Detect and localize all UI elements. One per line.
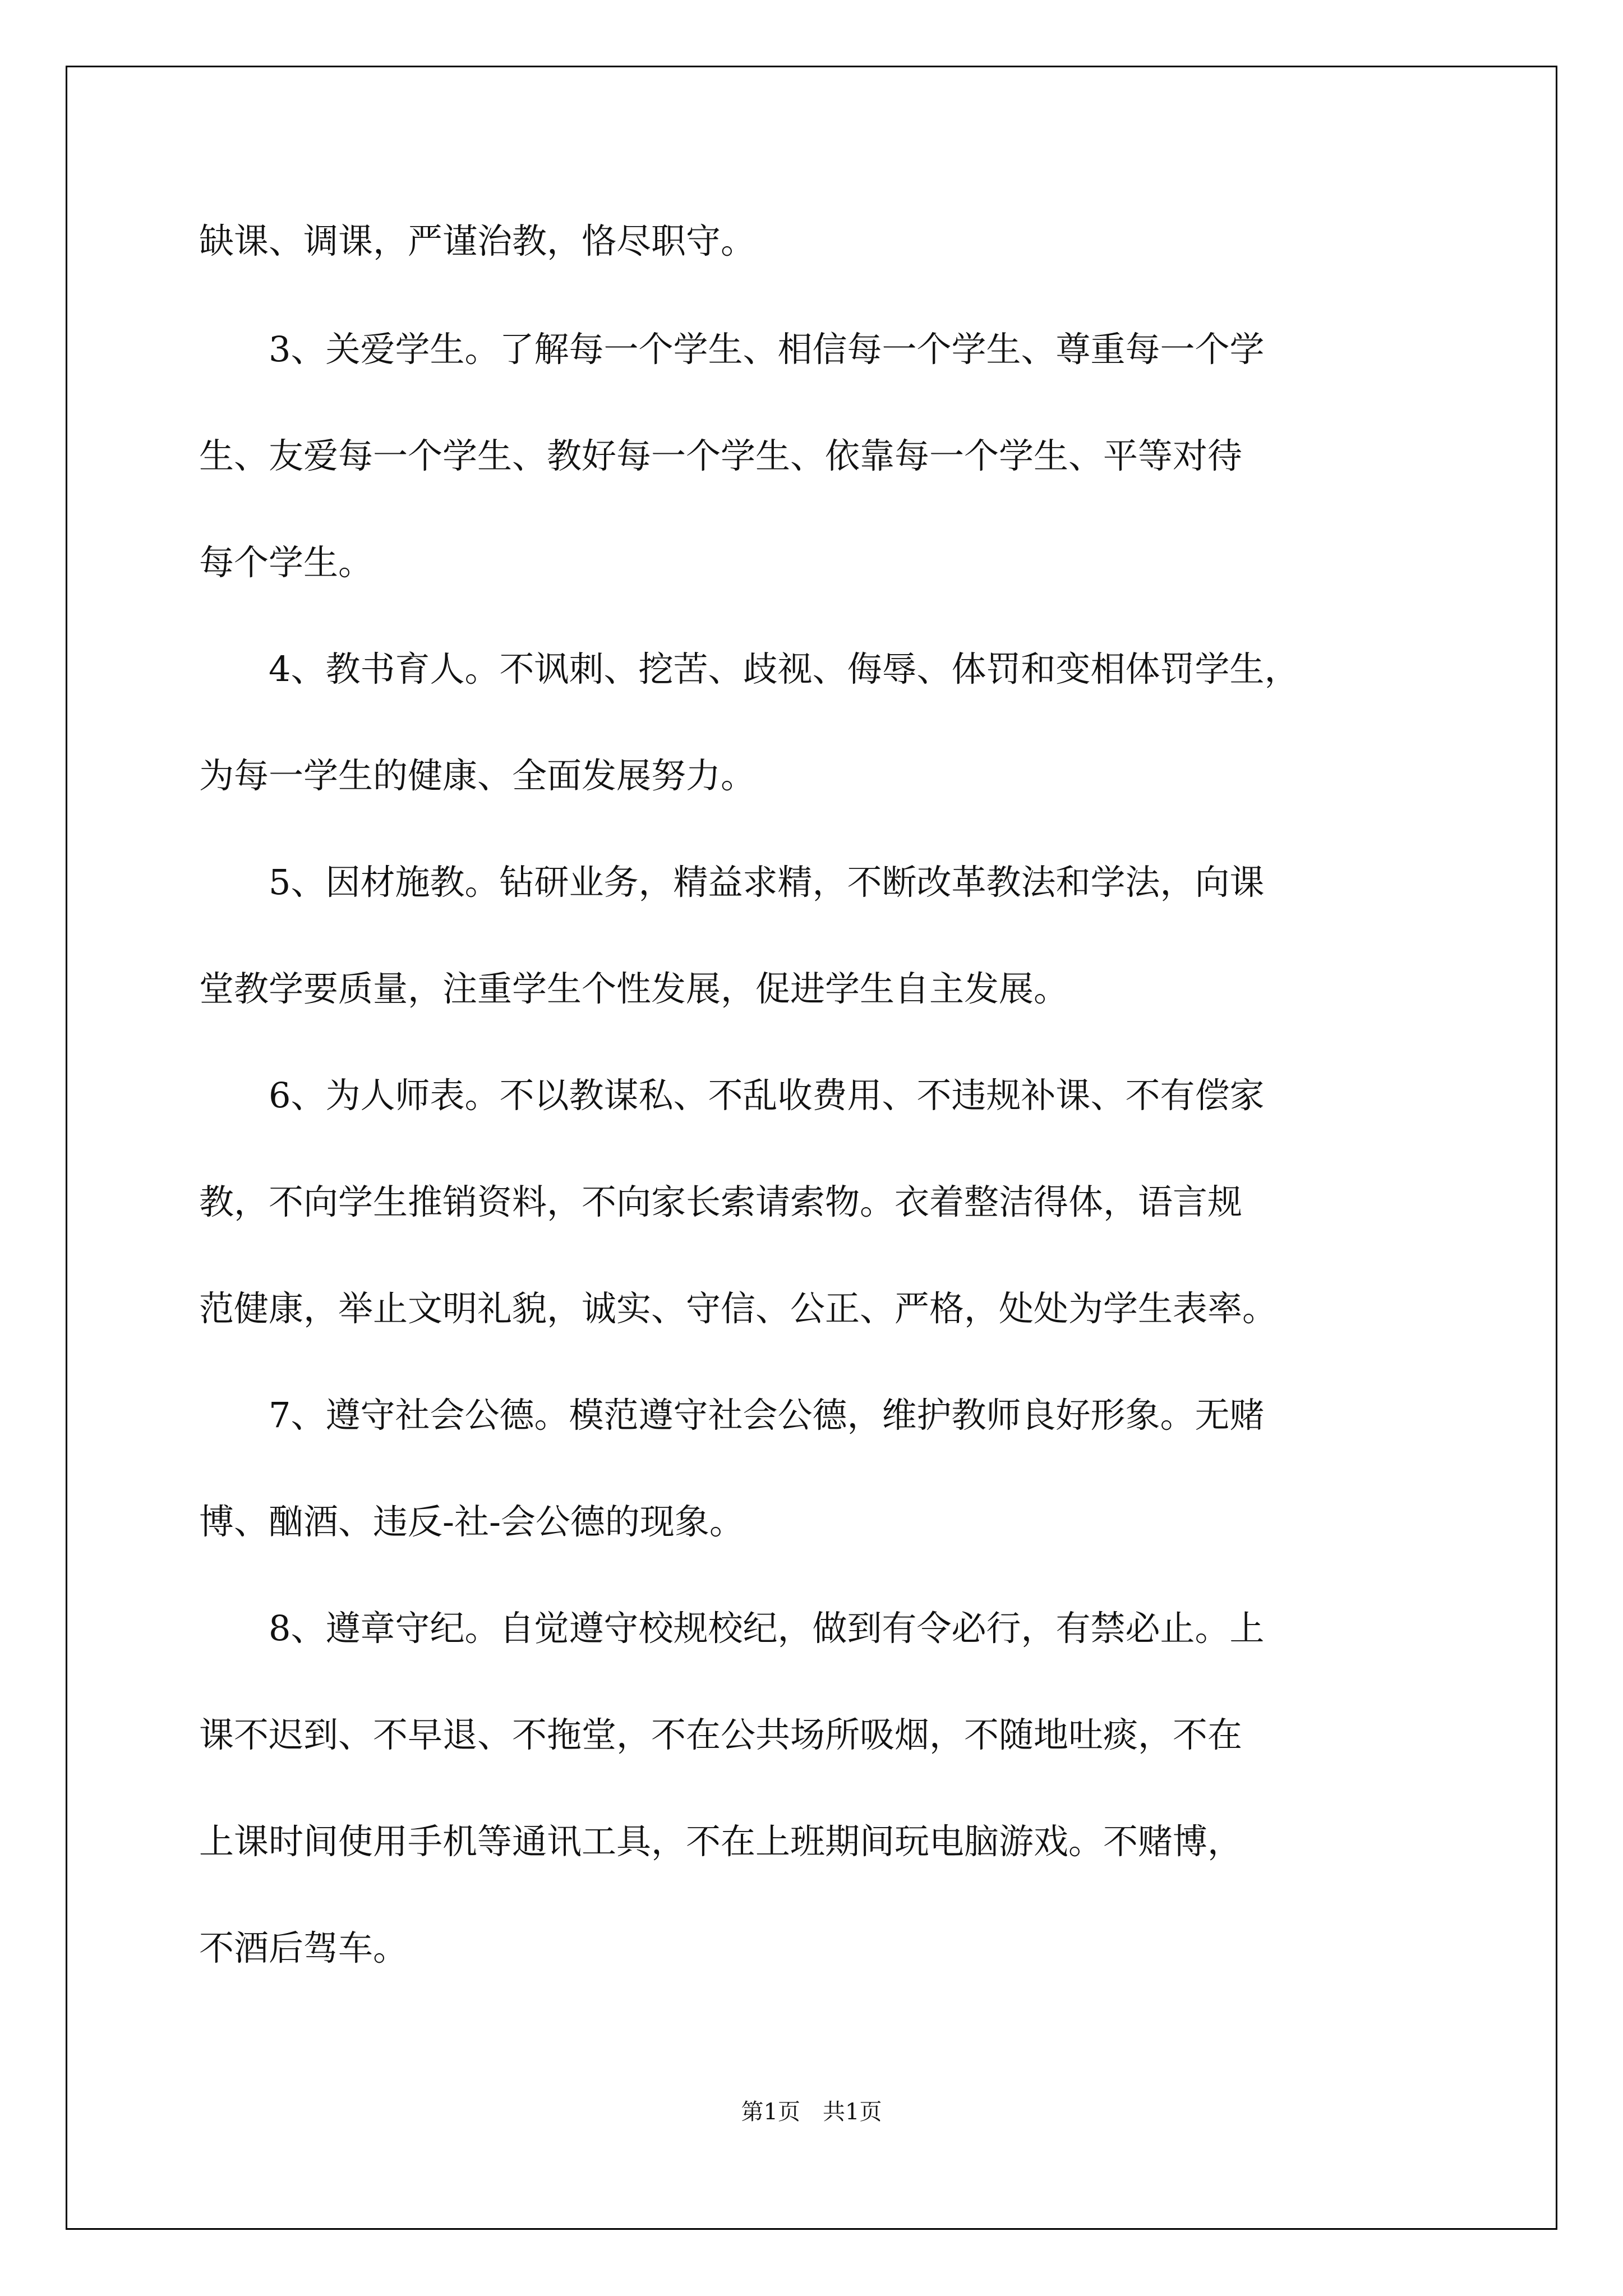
text-line: 7、遵守社会公德。模范遵守社会公德，维护教师良好形象。无赌 [199, 1395, 1265, 1435]
page-border [66, 66, 1557, 2230]
text-line: 不酒后驾车。 [199, 1927, 408, 1968]
text-line: 上课时间使用手机等通讯工具，不在上班期间玩电脑游戏。不赌博， [199, 1821, 1243, 1862]
text-line: 6、为人师表。不以教谋私、不乱收费用、不违规补课、不有偿家 [199, 1075, 1265, 1116]
text-line: 为每一学生的健康、全面发展努力。 [199, 755, 756, 796]
text-line: 5、因材施教。钻研业务，精益求精，不断改革教法和学法，向课 [199, 862, 1265, 903]
text-line: 每个学生。 [199, 542, 374, 583]
text-line: 博、酗酒、违反-社-会公德的现象。 [199, 1501, 744, 1542]
page-number: 第1页 共1页 [741, 2099, 882, 2125]
text-line: 范健康，举止文明礼貌，诚实、守信、公正、严格，处处为学生表率。 [199, 1288, 1278, 1329]
text-line: 课不迟到、不早退、不拖堂，不在公共场所吸烟，不随地吐痰，不在 [199, 1714, 1243, 1755]
text-line: 8、遵章守纪。自觉遵守校规校纪，做到有令必行，有禁必止。上 [199, 1608, 1265, 1649]
text-line: 缺课、调课，严谨治教，恪尽职守。 [199, 220, 756, 261]
text-line: 3、关爱学生。了解每一个学生、相信每一个学生、尊重每一个学 [199, 329, 1265, 370]
text-line: 堂教学要质量，注重学生个性发展，促进学生自主发展。 [199, 968, 1069, 1009]
text-line: 生、友爱每一个学生、教好每一个学生、依靠每一个学生、平等对待 [199, 435, 1243, 476]
text-line: 教，不向学生推销资料，不向家长索请索物。衣着整洁得体，语言规 [199, 1181, 1243, 1222]
text-line: 4、教书育人。不讽刺、挖苦、歧视、侮辱、体罚和变相体罚学生， [199, 648, 1299, 689]
